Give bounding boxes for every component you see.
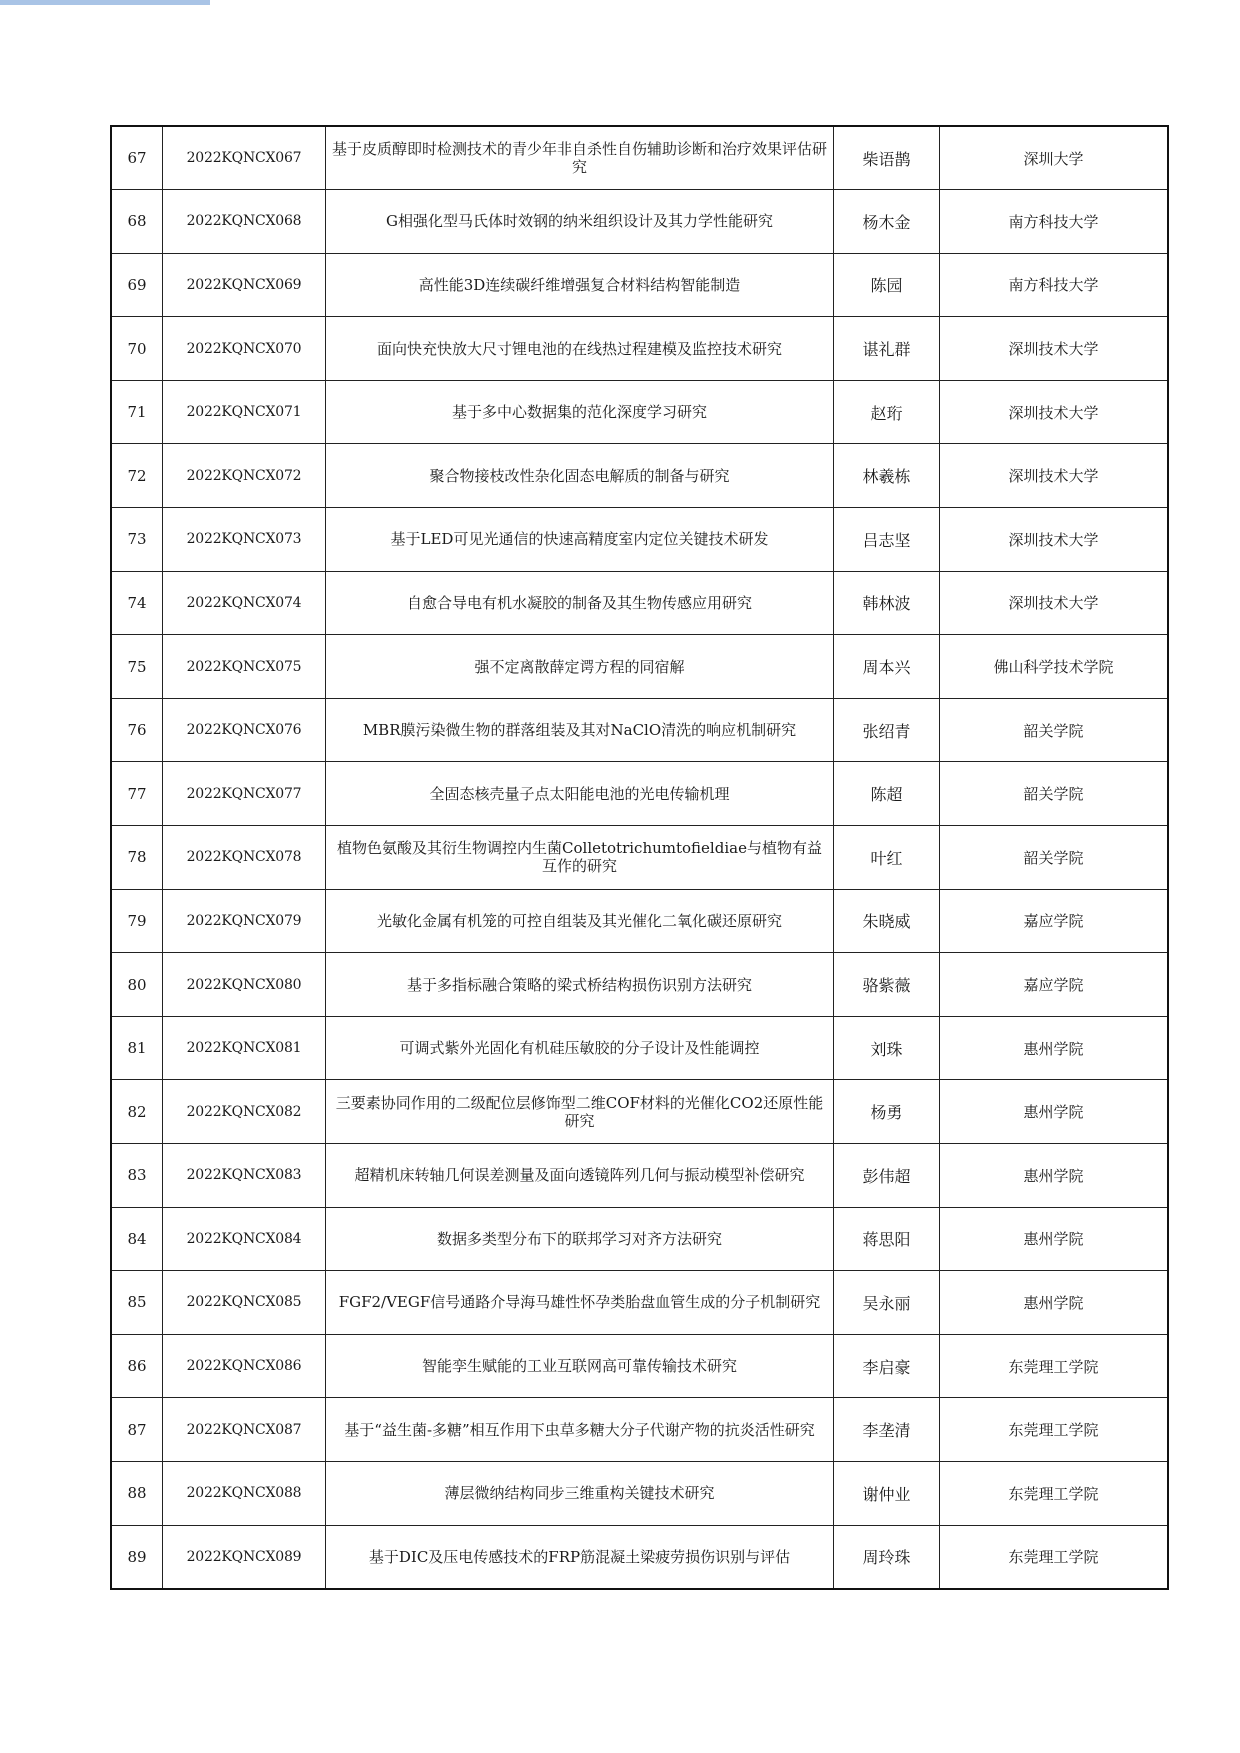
institution: 深圳技术大学: [940, 571, 1169, 635]
project-leader: 周玲珠: [834, 1525, 940, 1589]
project-code: 2022KQNCX076: [163, 698, 326, 762]
row-number: 83: [111, 1144, 163, 1208]
project-leader: 蒋思阳: [834, 1207, 940, 1271]
table-row: [111, 444, 1168, 508]
project-leader: 陈超: [834, 762, 940, 826]
project-title: 三要素协同作用的二级配位层修饰型二维COF材料的光催化CO2还原性能研究: [326, 1080, 834, 1144]
institution: 南方科技大学: [940, 253, 1169, 317]
table-row: [111, 953, 1168, 1017]
institution: 东莞理工学院: [940, 1334, 1169, 1398]
row-number: 74: [111, 571, 163, 635]
table-row: [111, 762, 1168, 826]
table-row: [111, 1461, 1168, 1525]
institution: 惠州学院: [940, 1207, 1169, 1271]
project-title: 基于DIC及压电传感技术的FRP筋混凝土梁疲劳损伤识别与评估: [326, 1525, 834, 1589]
project-leader: 叶红: [834, 826, 940, 890]
project-code: 2022KQNCX077: [163, 762, 326, 826]
project-code: 2022KQNCX079: [163, 889, 326, 953]
institution: 南方科技大学: [940, 190, 1169, 254]
row-number: 69: [111, 253, 163, 317]
project-code: 2022KQNCX087: [163, 1398, 326, 1462]
row-number: 84: [111, 1207, 163, 1271]
table-row: [111, 889, 1168, 953]
project-code: 2022KQNCX069: [163, 253, 326, 317]
table-row: [111, 1271, 1168, 1335]
project-leader: 杨木金: [834, 190, 940, 254]
project-title: 全固态核壳量子点太阳能电池的光电传输机理: [326, 762, 834, 826]
institution: 东莞理工学院: [940, 1398, 1169, 1462]
project-code: 2022KQNCX075: [163, 635, 326, 699]
institution: 嘉应学院: [940, 953, 1169, 1017]
project-code: 2022KQNCX085: [163, 1271, 326, 1335]
institution: 惠州学院: [940, 1016, 1169, 1080]
row-number: 67: [111, 126, 163, 190]
table-row: [111, 508, 1168, 572]
project-leader: 吕志坚: [834, 508, 940, 572]
institution: 深圳技术大学: [940, 317, 1169, 381]
project-code: 2022KQNCX073: [163, 508, 326, 572]
table-row: [111, 1016, 1168, 1080]
project-table: [110, 125, 1169, 1590]
institution: 韶关学院: [940, 826, 1169, 890]
project-title: FGF2/VEGF信号通路介导海马雄性怀孕类胎盘血管生成的分子机制研究: [326, 1271, 834, 1335]
row-number: 68: [111, 190, 163, 254]
row-number: 79: [111, 889, 163, 953]
row-number: 81: [111, 1016, 163, 1080]
row-number: 72: [111, 444, 163, 508]
project-leader: 林羲栋: [834, 444, 940, 508]
project-leader: 张绍青: [834, 698, 940, 762]
project-leader: 朱晓威: [834, 889, 940, 953]
project-leader: 李垄清: [834, 1398, 940, 1462]
table-row: [111, 826, 1168, 890]
institution: 东莞理工学院: [940, 1461, 1169, 1525]
table-row: [111, 317, 1168, 381]
row-number: 78: [111, 826, 163, 890]
institution: 深圳技术大学: [940, 380, 1169, 444]
project-title: 光敏化金属有机笼的可控自组装及其光催化二氧化碳还原研究: [326, 889, 834, 953]
table-row: [111, 1525, 1168, 1589]
table-row: [111, 126, 1168, 190]
table-row: [111, 1398, 1168, 1462]
row-number: 70: [111, 317, 163, 381]
institution: 深圳技术大学: [940, 508, 1169, 572]
project-leader: 陈园: [834, 253, 940, 317]
table-row: [111, 571, 1168, 635]
project-title: 智能孪生赋能的工业互联网高可靠传输技术研究: [326, 1334, 834, 1398]
row-number: 88: [111, 1461, 163, 1525]
table-row: [111, 1334, 1168, 1398]
project-title: 聚合物接枝改性杂化固态电解质的制备与研究: [326, 444, 834, 508]
project-code: 2022KQNCX082: [163, 1080, 326, 1144]
project-title: 面向快充快放大尺寸锂电池的在线热过程建模及监控技术研究: [326, 317, 834, 381]
table-row: [111, 1144, 1168, 1208]
row-number: 75: [111, 635, 163, 699]
institution: 惠州学院: [940, 1144, 1169, 1208]
row-number: 76: [111, 698, 163, 762]
project-leader: 杨勇: [834, 1080, 940, 1144]
project-code: 2022KQNCX088: [163, 1461, 326, 1525]
table-row: [111, 1207, 1168, 1271]
table-row: [111, 253, 1168, 317]
project-title: 薄层微纳结构同步三维重构关键技术研究: [326, 1461, 834, 1525]
institution: 韶关学院: [940, 698, 1169, 762]
project-code: 2022KQNCX070: [163, 317, 326, 381]
institution: 深圳大学: [940, 126, 1169, 190]
row-number: 80: [111, 953, 163, 1017]
project-code: 2022KQNCX084: [163, 1207, 326, 1271]
table-body: [111, 126, 1168, 1589]
row-number: 87: [111, 1398, 163, 1462]
row-number: 85: [111, 1271, 163, 1335]
institution: 韶关学院: [940, 762, 1169, 826]
row-number: 82: [111, 1080, 163, 1144]
project-title: 自愈合导电有机水凝胶的制备及其生物传感应用研究: [326, 571, 834, 635]
top-edge-bar: [0, 0, 210, 5]
institution: 惠州学院: [940, 1271, 1169, 1335]
project-leader: 谢仲业: [834, 1461, 940, 1525]
institution: 深圳技术大学: [940, 444, 1169, 508]
project-title: 强不定离散薛定谔方程的同宿解: [326, 635, 834, 699]
project-title: 数据多类型分布下的联邦学习对齐方法研究: [326, 1207, 834, 1271]
project-code: 2022KQNCX074: [163, 571, 326, 635]
project-code: 2022KQNCX068: [163, 190, 326, 254]
project-leader: 刘珠: [834, 1016, 940, 1080]
row-number: 71: [111, 380, 163, 444]
project-title: 植物色氨酸及其衍生物调控内生菌Colletotrichumtofieldiae与植物有益互作的研究: [326, 826, 834, 890]
project-code: 2022KQNCX071: [163, 380, 326, 444]
project-leader: 吴永丽: [834, 1271, 940, 1335]
project-code: 2022KQNCX086: [163, 1334, 326, 1398]
project-title: 基于“益生菌-多糖”相互作用下虫草多糖大分子代谢产物的抗炎活性研究: [326, 1398, 834, 1462]
row-number: 89: [111, 1525, 163, 1589]
project-code: 2022KQNCX089: [163, 1525, 326, 1589]
project-leader: 谌礼群: [834, 317, 940, 381]
project-leader: 骆紫薇: [834, 953, 940, 1017]
project-code: 2022KQNCX072: [163, 444, 326, 508]
table-row: [111, 190, 1168, 254]
project-leader: 柴语鹊: [834, 126, 940, 190]
table-row: [111, 1080, 1168, 1144]
project-title: 可调式紫外光固化有机硅压敏胶的分子设计及性能调控: [326, 1016, 834, 1080]
table-row: [111, 698, 1168, 762]
table-row: [111, 380, 1168, 444]
project-leader: 赵珩: [834, 380, 940, 444]
institution: 东莞理工学院: [940, 1525, 1169, 1589]
row-number: 73: [111, 508, 163, 572]
row-number: 77: [111, 762, 163, 826]
project-title: 基于多中心数据集的范化深度学习研究: [326, 380, 834, 444]
project-title: MBR膜污染微生物的群落组装及其对NaClO清洗的响应机制研究: [326, 698, 834, 762]
project-title: 基于皮质醇即时检测技术的青少年非自杀性自伤辅助诊断和治疗效果评估研究: [326, 126, 834, 190]
project-title: G相强化型马氏体时效钢的纳米组织设计及其力学性能研究: [326, 190, 834, 254]
project-code: 2022KQNCX078: [163, 826, 326, 890]
institution: 佛山科学技术学院: [940, 635, 1169, 699]
project-code: 2022KQNCX067: [163, 126, 326, 190]
project-title: 基于多指标融合策略的梁式桥结构损伤识别方法研究: [326, 953, 834, 1017]
project-code: 2022KQNCX083: [163, 1144, 326, 1208]
project-leader: 周本兴: [834, 635, 940, 699]
row-number: 86: [111, 1334, 163, 1398]
project-leader: 李启豪: [834, 1334, 940, 1398]
table-row: [111, 635, 1168, 699]
project-leader: 彭伟超: [834, 1144, 940, 1208]
institution: 嘉应学院: [940, 889, 1169, 953]
project-title: 高性能3D连续碳纤维增强复合材料结构智能制造: [326, 253, 834, 317]
project-title: 超精机床转轴几何误差测量及面向透镜阵列几何与振动模型补偿研究: [326, 1144, 834, 1208]
project-title: 基于LED可见光通信的快速高精度室内定位关键技术研发: [326, 508, 834, 572]
project-code: 2022KQNCX081: [163, 1016, 326, 1080]
project-leader: 韩林波: [834, 571, 940, 635]
institution: 惠州学院: [940, 1080, 1169, 1144]
project-code: 2022KQNCX080: [163, 953, 326, 1017]
